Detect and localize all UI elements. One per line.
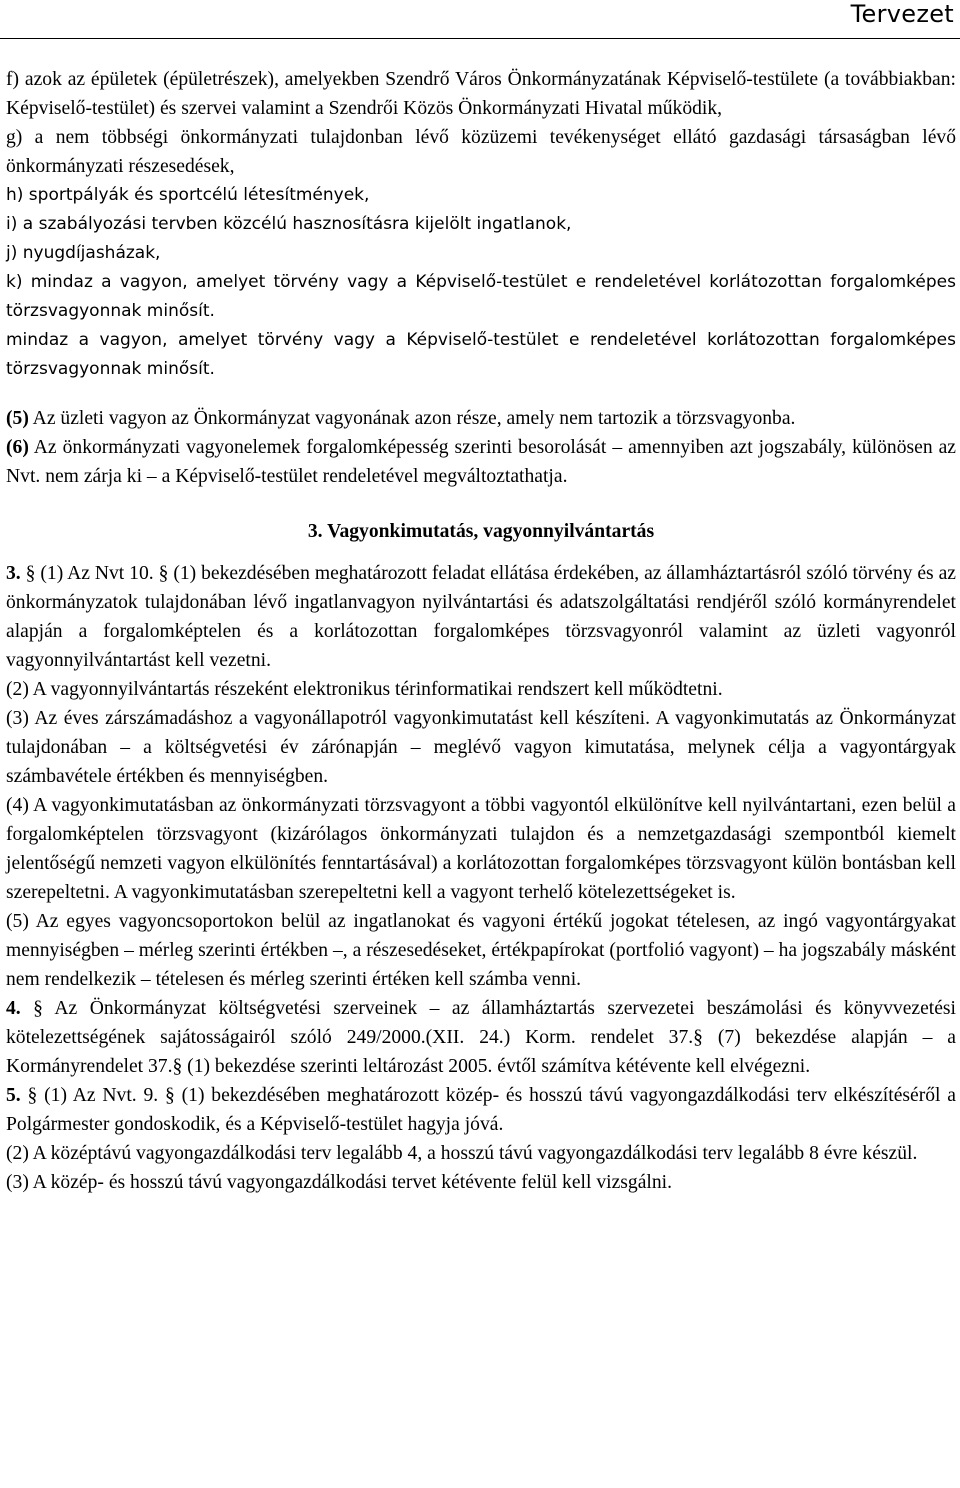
paragraph-6 (6, 433, 956, 491)
section-3-paragraph-4: (4) A vagyonkimutatásban az önkormányzati törzsvagyont a többi vagyontól elkülönítve kell nyilvántartani, ezen belül a forgalomképtelen törzsvagyont (kizárólagos önkormányzati tulajdon és a nemzetgazdasági szempontból kiemelt jelentőségű nemzeti vagyon elkülönítés fenntartásával) a korlátozottan forgalomképes törzsvagyont külön bontásban kell szerepeltetni. A vagyonkimutatásban szerepeltetni kell a vagyont terhelő kötelezettségeket is. (6, 795, 956, 903)
paragraph-f: f) azok az épületek (épületrészek), amelyekben Szendrő Város Önkormányzatának Képviselő-testülete (a továbbiakban: Képviselő-testület) és szervei valamint a Szendrői Közös Önkormányzati Hivatal működik, (6, 69, 956, 119)
paragraph-6-text: Az önkormányzati vagyonelemek forgalomképesség szerinti besorolását – amennyiben azt jogszabály, különösen az Nvt. nem zárja ki – a Képviselő-testület rendeletével megváltoztathatja. (6, 437, 956, 487)
header-divider (0, 38, 960, 39)
section-3-paragraph-5: (5) Az egyes vagyoncsoportokon belül az ingatlanokat és vagyoni értékű jogokat tételesen, az ingó vagyontárgyakat mennyiségben – mérleg szerinti értékben –, a részesedéseket, értékpapírokat (portfolió vagyont) – ha jogszabály másként nem rendelkezik – tételesen és mérleg szerinti értéken kell számba venni. (6, 911, 956, 990)
section-5-paragraph-1 (6, 1081, 956, 1139)
section-3-number: 3. (6, 563, 21, 584)
section-5-paragraph-3: (3) A közép- és hosszú távú vagyongazdálkodási tervet kétévente felül kell vizsgálni. (6, 1172, 672, 1193)
paragraph-6-number: (6) (6, 437, 29, 458)
section-3-paragraph-3: (3) Az éves zárszámadáshoz a vagyonállapotról vagyonkimutatást kell készíteni. A vagyonkimutatás az Önkormányzat tulajdonában – a költségvetési év zárónapján – meglévő vagyon kimutatása, melynek célja a vagyontárgyak számbavétele értékben és mennyiségben. (6, 708, 956, 787)
paragraph-k-repeat: mindaz a vagyon, amelyet törvény vagy a Képviselő-testület e rendeletével korlátozottan forgalomképes törzsvagyonnak minősít. (6, 330, 956, 379)
section-3-paragraph-1-text: § (1) Az Nvt 10. § (1) bekezdésében meghatározott feladat ellátása érdekében, az államháztartásról szóló törvény és az önkormányzatok tulajdonában lévő ingatlanvagyon nyilvántartási és adatszolgáltatási rendjéről szóló kormányrendelet alapján a forgalomképtelen és a korlátozottan forgalomképes törzsvagyonról valamint az üzleti vagyonról vagyonnyilvántartást kell vezetni. (6, 563, 956, 671)
paragraph-j: j) nyugdíjasházak, (6, 243, 161, 263)
paragraph-g: g) a nem többségi önkormányzati tulajdonban lévő közüzemi tevékenységet ellátó gazdasági társaságban lévő önkormányzati részesedések, (6, 127, 956, 177)
paragraph-i: i) a szabályozási tervben közcélú hasznosításra kijelölt ingatlanok, (6, 214, 572, 234)
section-4-number: 4. (6, 998, 21, 1019)
paragraph-5 (6, 404, 956, 433)
paragraph-h: h) sportpályák és sportcélú létesítmények, (6, 185, 370, 205)
section-5-paragraph-2: (2) A középtávú vagyongazdálkodási terv legalább 4, a hosszú távú vagyongazdálkodási terv legalább 8 évre készül. (6, 1143, 918, 1164)
section-3-paragraph-2: (2) A vagyonnyilvántartás részeként elektronikus térinformatikai rendszert kell működtetni. (6, 679, 723, 700)
document-body (6, 65, 956, 1197)
paragraph-k: k) mindaz a vagyon, amelyet törvény vagy a Képviselő-testület e rendeletével korlátozottan forgalomképes törzsvagyonnak minősít. (6, 272, 956, 321)
section-3-heading: 3. Vagyonkimutatás, vagyonnyilvántartás (307, 521, 655, 542)
paragraph-5-text: Az üzleti vagyon az Önkormányzat vagyonának azon része, amely nem tartozik a törzsvagyonba. (28, 408, 796, 429)
page-header-title: Tervezet (850, 0, 954, 28)
paragraph-5-number: (5) (6, 408, 29, 429)
section-3-paragraph-1 (6, 559, 956, 675)
section-5-number: 5. (6, 1085, 21, 1106)
section-4-paragraph (6, 994, 956, 1081)
section-4-text: § Az Önkormányzat költségvetési szerveinek – az államháztartás szervezetei beszámolási és könyvvezetési kötelezettségének sajátosságairól szóló 249/2000.(XII. 24.) Korm. rendelet 37.§ (7) bekezdése alapján – a Kormányrendelet 37.§ (1) bekezdése szerinti leltározást 2005. évtől számítva kétévente kell elvégezni. (6, 998, 956, 1077)
section-5-paragraph-1-text: § (1) Az Nvt. 9. § (1) bekezdésében meghatározott közép- és hosszú távú vagyongazdálkodási terv elkészítéséről a Polgármester gondoskodik, és a Képviselő-testület hagyja jóvá. (6, 1085, 956, 1135)
